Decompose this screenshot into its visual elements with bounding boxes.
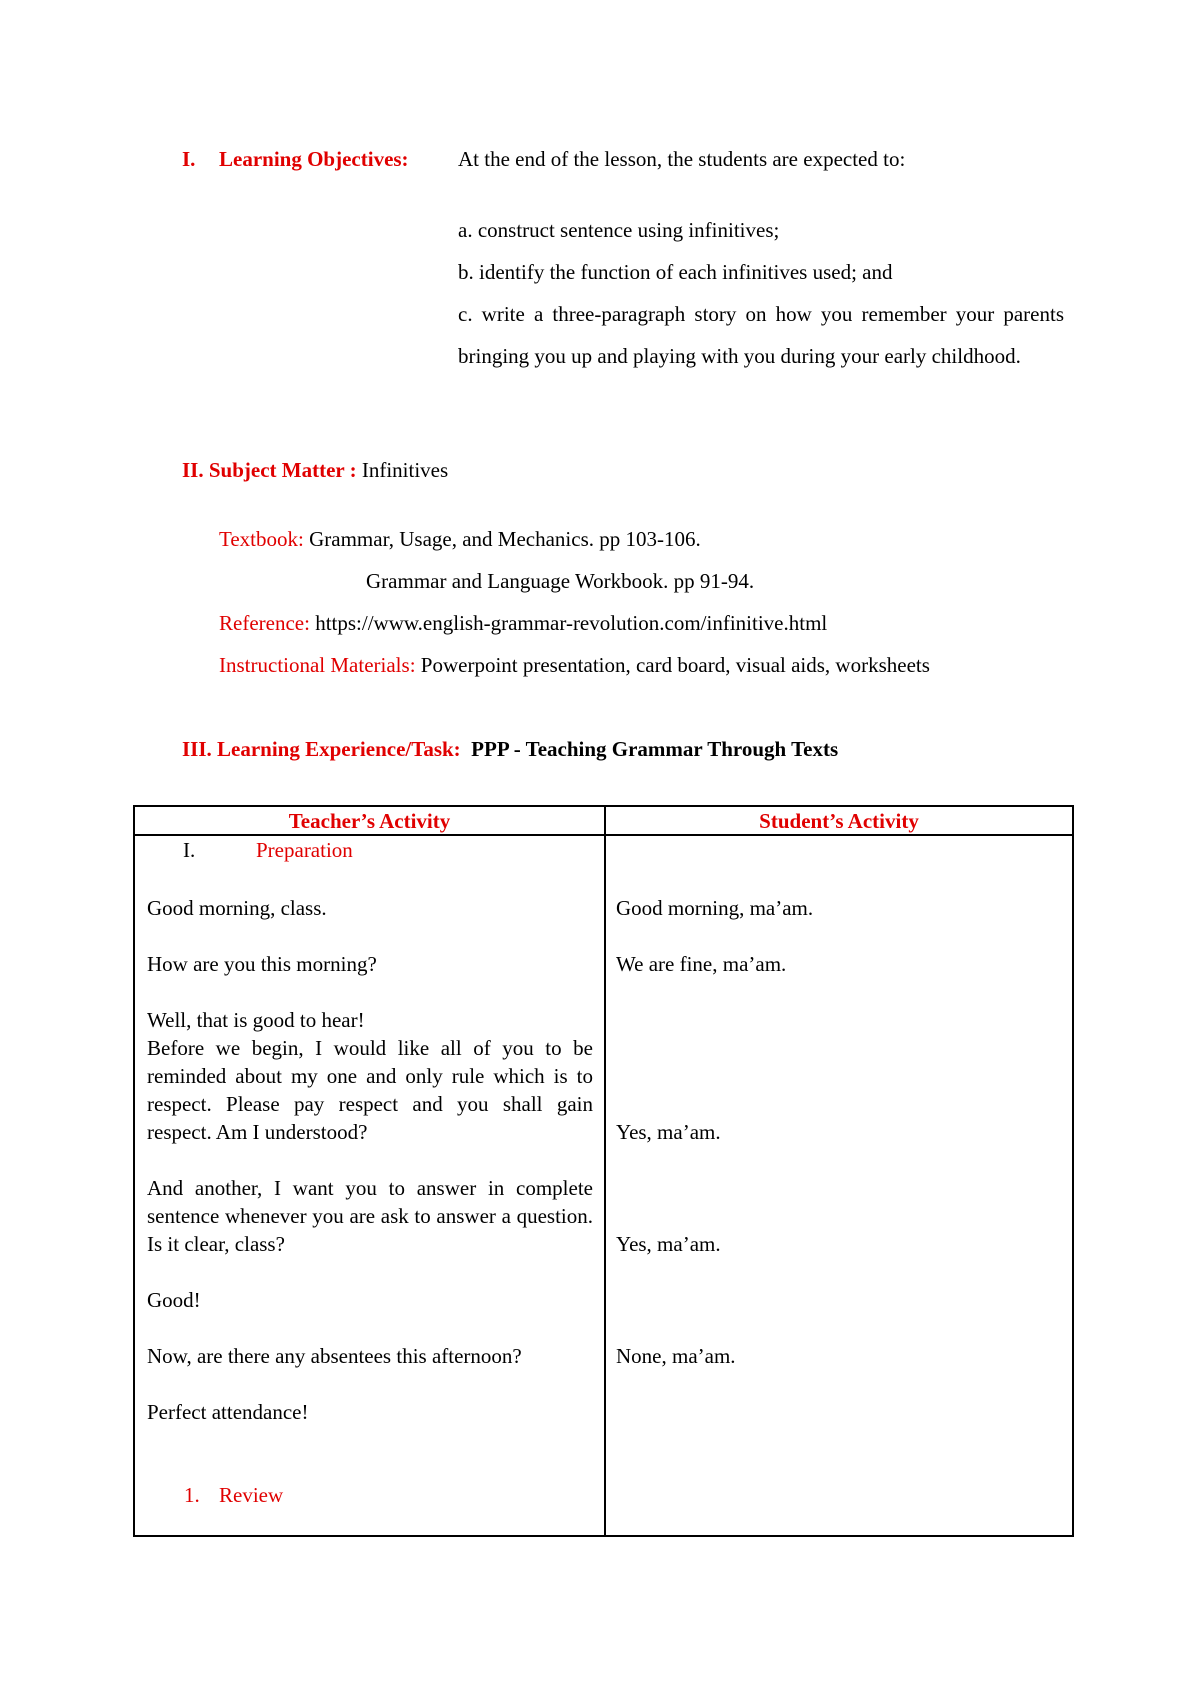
subject-heading: Subject Matter :	[208, 458, 357, 482]
objective-item: c. write a three-paragraph story on how you remember your parents bringing you up and playing with you during your early childhood.	[458, 302, 1064, 368]
header-divider	[135, 834, 1072, 836]
textbook-line	[219, 527, 701, 552]
objective-item: a. construct sentence using infinitives;	[458, 218, 780, 242]
preparation-label: Preparation	[256, 838, 353, 862]
experience-heading: III. Learning Experience/Task:	[182, 737, 461, 761]
teacher-line: Good!	[147, 1288, 201, 1312]
student-line: None, ma’am.	[616, 1344, 736, 1368]
subject-line	[182, 458, 448, 483]
review-label: Review	[219, 1483, 284, 1507]
materials-label: Instructional Materials:	[219, 653, 416, 677]
student-line: We are fine, ma’am.	[616, 952, 787, 976]
teacher-line: Good morning, class.	[147, 896, 327, 920]
preparation-numeral: I.	[183, 838, 196, 862]
objectives-heading: Learning Objectives:	[219, 147, 409, 171]
materials-line	[219, 653, 930, 678]
teacher-line: Perfect attendance!	[147, 1400, 309, 1424]
column-divider	[604, 807, 606, 1535]
activity-table	[133, 805, 1074, 1537]
reference-label: Reference:	[219, 611, 310, 635]
objectives-intro: At the end of the lesson, the students are expected to:	[458, 147, 906, 171]
experience-value: PPP - Teaching Grammar Through Texts	[471, 737, 839, 761]
objective-item: b. identify the function of each infinitives used; and	[458, 260, 893, 284]
experience-line	[182, 737, 838, 762]
student-line: Yes, ma’am.	[616, 1120, 721, 1144]
teacher-paragraph: And another, I want you to answer in complete sentence whenever you are ask to answer a question. Is it clear, class?	[147, 1176, 593, 1256]
teacher-line: How are you this morning?	[147, 952, 377, 976]
textbook-label: Textbook:	[219, 527, 304, 551]
reference-line	[219, 611, 827, 636]
textbook-2: Grammar and Language Workbook. pp 91-94.	[366, 569, 755, 593]
materials-value: Powerpoint presentation, card board, visual aids, worksheets	[420, 653, 930, 677]
student-line: Yes, ma’am.	[616, 1232, 721, 1256]
teacher-column-header: Teacher’s Activity	[288, 809, 451, 833]
teacher-line: Now, are there any absentees this afternoon?	[147, 1344, 522, 1368]
review-numeral: 1.	[184, 1483, 200, 1507]
subject-numeral: II.	[182, 458, 204, 482]
student-line: Good morning, ma’am.	[616, 896, 814, 920]
student-column-header: Student’s Activity	[759, 809, 919, 833]
subject-value: Infinitives	[361, 458, 449, 482]
teacher-paragraph: Well, that is good to hear! Before we begin, I would like all of you to be reminded about my one and only rule which is to respect. Please pay respect and you shall gain respect. Am I understood?	[147, 1008, 593, 1144]
objectives-numeral: I.	[182, 147, 196, 171]
reference-url: https://www.english-grammar-revolution.com/infinitive.html	[315, 611, 828, 635]
textbook-1: Grammar, Usage, and Mechanics. pp 103-106.	[309, 527, 701, 551]
